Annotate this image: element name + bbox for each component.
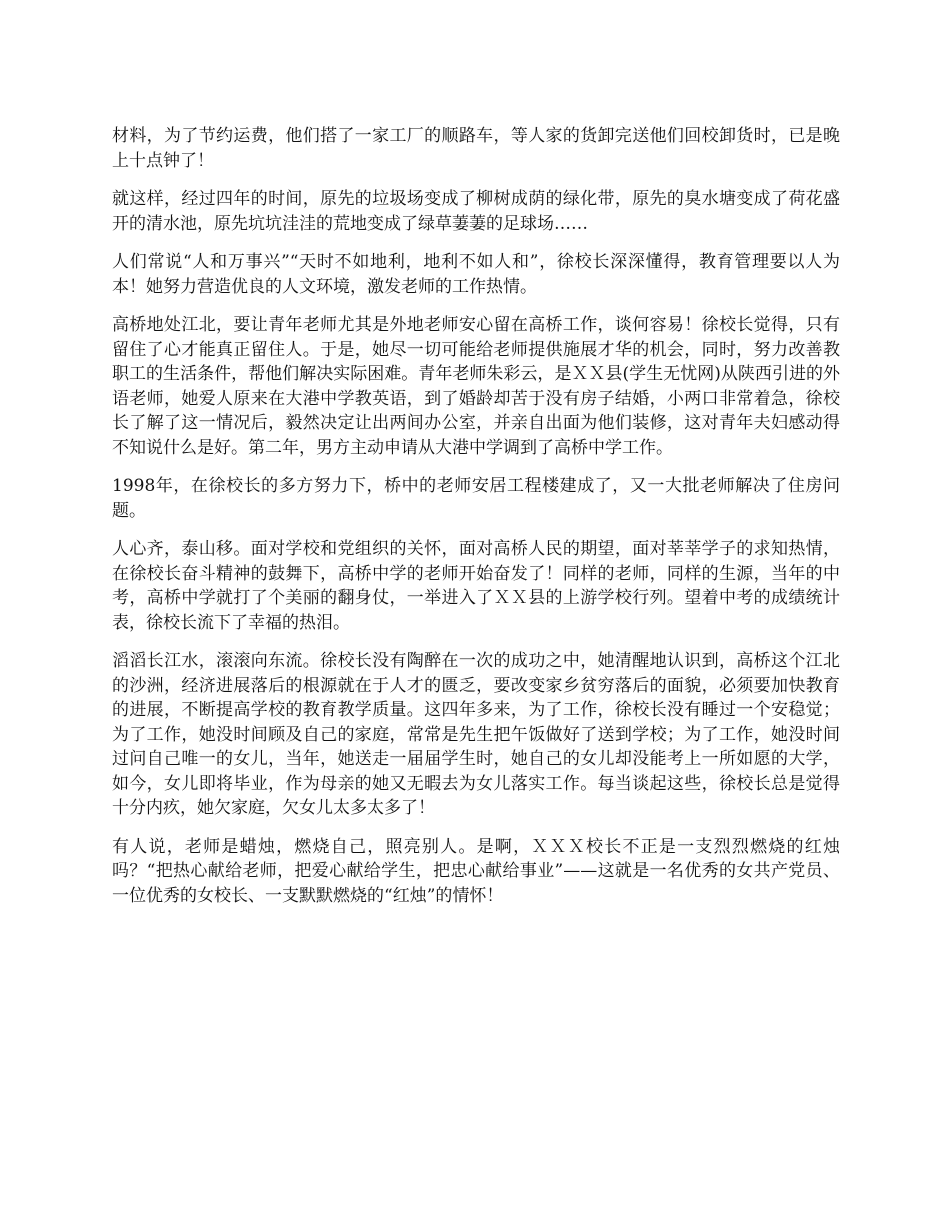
paragraph: 滔滔长江水，滚滚向东流。徐校长没有陶醉在一次的成功之中，她清醒地认识到，高桥这个江北的沙洲，经济进展落后的根源就在于人才的匮乏，要改变家乡贫穷落后的面貌，必须要加快教育的进展，不断提高学校的教育教学质量。这四年多来，为了工作，徐校长没有睡过一个安稳觉；为了工作，她没时间顾及自己的家庭，常常是先生把午饭做好了送到学校；为了工作，她没时间过问自己唯一的女儿，当年，她送走一届届学生时，她自己的女儿却没能考上一所如愿的大学，如今，女儿即将毕业，作为母亲的她又无暇去为女儿落实工作。每当谈起这些，徐校长总是觉得十分内疚，她欠家庭，欠女儿太多太多了！: [112, 651, 840, 818]
paragraph: 1998年，在徐校长的多方努力下，桥中的老师安居工程楼建成了，又一大批老师解决了住房问题。: [112, 476, 840, 521]
paragraph: 人心齐，泰山移。面对学校和党组织的关怀，面对高桥人民的期望，面对莘莘学子的求知热情，在徐校长奋斗精神的鼓舞下，高桥中学的老师开始奋发了！同样的老师，同样的生源，当年的中考，高桥中学就打了个美丽的翻身仗，一举进入了ＸＸ县的上游学校行列。望着中考的成绩统计表，徐校长流下了幸福的热泪。: [112, 539, 840, 633]
paragraph: 就这样，经过四年的时间，原先的垃圾场变成了柳树成荫的绿化带，原先的臭水塘变成了荷花盛开的清水池，原先坑坑洼洼的荒地变成了绿草萋萋的足球场……: [112, 189, 840, 234]
article-body: [112, 124, 840, 922]
paragraph: 有人说，老师是蜡烛，燃烧自己，照亮别人。是啊，ＸＸＸ校长不正是一支烈烈燃烧的红烛吗？“把热心献给老师，把爱心献给学生，把忠心献给事业”——这就是一名优秀的女共产党员、一位优秀的女校长、一支默默燃烧的“红烛”的情怀！: [112, 836, 840, 906]
paragraph: 材料，为了节约运费，他们搭了一家工厂的顺路车，等人家的货卸完送他们回校卸货时，已是晚上十点钟了！: [112, 126, 840, 171]
paragraph: 高桥地处江北，要让青年老师尤其是外地老师安心留在高桥工作，谈何容易！徐校长觉得，只有留住了心才能真正留住人。于是，她尽一切可能给老师提供施展才华的机会，同时，努力改善教职工的生活条件，帮他们解决实际困难。青年老师朱彩云，是ＸＸ县(学生无忧网)从陕西引进的外语老师，她爱人原来在大港中学教英语，到了婚龄却苦于没有房子结婚，小两口非常着急，徐校长了解了这一情况后，毅然决定让出两间办公室，并亲自出面为他们装修，这对青年夫妇感动得不知说什么是好。第二年，男方主动申请从大港中学调到了高桥中学工作。: [112, 315, 840, 458]
paragraph: 人们常说“人和万事兴”“天时不如地利，地利不如人和”，徐校长深深懂得，教育管理要以人为本！她努力营造优良的人文环境，激发老师的工作热情。: [112, 252, 840, 297]
